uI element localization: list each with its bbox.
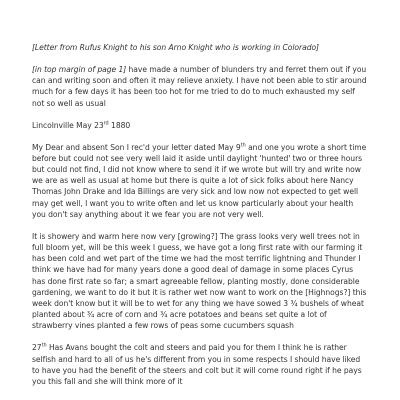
paragraph-3-text-b: Has Avans bought the colt and steers and paid you for them I think he is rather selfish and hard to all of us he's different from you in some respects I should have liked to have you had the benefit of the steers and colt but it will come round right if he pays you this fall and she will think more of it: [32, 343, 362, 387]
letter-paragraph-1: [32, 142, 368, 220]
paragraph-1-ordinal: th: [240, 142, 246, 149]
paragraph-3-ordinal: th: [41, 342, 47, 349]
paragraph-1-text-b: and one you wrote a short time before but could not see very well laid it aside until daylight 'hunted' two or three hours but could not find, I did not know where to send it if we wrote but will try and write now we are as well as usual at home but there is quite a lot of sick folks about here Nancy Thomas John Drake and Ida Billings are very sick and low now not expected to get well may get well, I want you to write often and let us know particularly about your health you don't say anything about it we fear you are not very well.: [32, 142, 367, 219]
paragraph-3-text-a: 27: [32, 343, 42, 353]
letter-paragraph-2: It is showery and warm here now very [growing?] The grass looks very well trees not in full bloom yet, will be this week I guess, we have got a long first rate with our farming it has been cold and wet part of the time we had the most terrific lightning and Thunder I think we have had for many years done a good deal of damage in some places Cyrus has done first rate so far; a smart agreeable fellow, planting mostly, done considerable gardening, we want to do it but it is rather wet now want to work on the [Highnogs?] this week don't know but it will be to wet for any thing we have sowed 3 ¾ bushels of wheat planted about ¾ acre of corn and ¾ acre potatoes and beans set quite a lot of strawberry vines planted a few rows of peas some cucumbers squash: [32, 231, 367, 331]
editorial-header-note: [Letter from Rufus Knight to his son Arno Knight who is working in Colorado]: [32, 43, 319, 52]
margin-note-bracket: [in top margin of page 1]: [32, 65, 127, 74]
dateline-year: 1880: [108, 120, 131, 130]
paragraph-1-text-a: My Dear and absent Son I rec'd your letter dated May 9: [32, 142, 241, 152]
margin-note-text: have made a number of blunders try and ferret them out if you can and writing soon and often it may relieve anxiety. I have not been able to stir around much for a few days it has been too hot for me tried to do to much exhausted my self not so well as usual: [32, 65, 367, 108]
margin-note: [32, 64, 368, 109]
dateline-ordinal: rd: [103, 120, 109, 127]
letter-page: [32, 42, 368, 398]
dateline-place-date: Lincolnville May 23: [32, 120, 104, 130]
dateline: [32, 120, 368, 131]
letter-paragraph-3: [32, 342, 368, 387]
